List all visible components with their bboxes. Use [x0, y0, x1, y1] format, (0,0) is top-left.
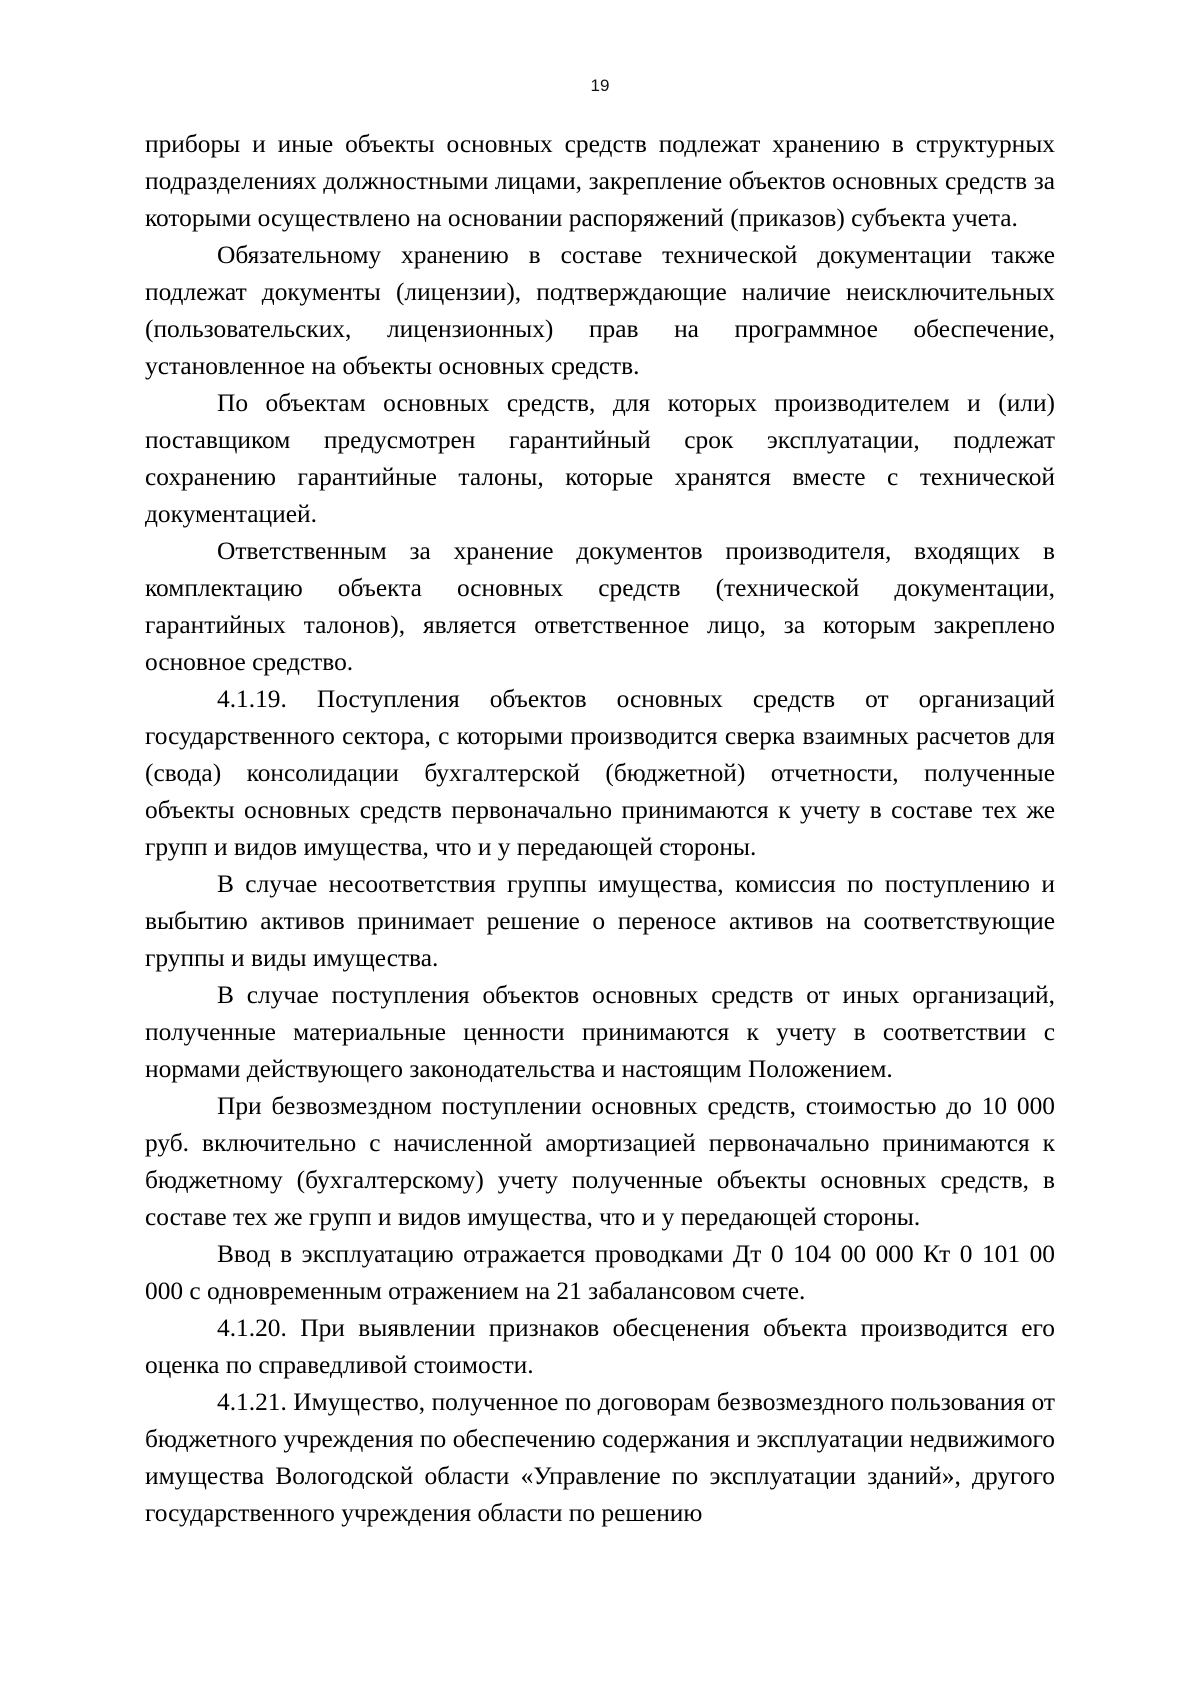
document-body: [145, 126, 1055, 1532]
page-number: 19: [590, 76, 610, 95]
paragraph-technical-documentation: Обязательному хранению в составе технической документации также подлежат документы (лицензии), подтверждающие наличие неисключительных (пользовательских, лицензионных) прав на программное обеспечение, установленное на объекты основных средств.: [145, 241, 1055, 380]
paragraph-4-1-20: 4.1.20. При выявлении признаков обесценения объекта производится его оценка по справедливой стоимости.: [145, 1314, 1055, 1379]
paragraph-warranty: По объектам основных средств, для которых производителем и (или) поставщиком предусмотрен гарантийный срок эксплуатации, подлежат сохранению гарантийные талоны, которые хранятся вместе с технической документацией.: [145, 389, 1055, 528]
paragraph-group-mismatch: В случае несоответствия группы имущества, комиссия по поступлению и выбытию активов принимает решение о переносе активов на соответствующие группы и виды имущества.: [145, 870, 1055, 972]
paragraph-responsible-person: Ответственным за хранение документов производителя, входящих в комплектацию объекта основных средств (технической документации, гарантийных талонов), является ответственное лицо, за которым закреплено основное средство.: [145, 537, 1055, 676]
paragraph-4-1-19: 4.1.19. Поступления объектов основных средств от организаций государственного сектора, с которыми производится сверка взаимных расчетов для (свода) консолидации бухгалтерской (бюджетной) отчетности, полученные объекты основных средств первоначально принимаются к учету в составе тех же групп и видов имущества, что и у передающей стороны.: [145, 685, 1055, 861]
paragraph-free-receipt: При безвозмездном поступлении основных средств, стоимостью до 10 000 руб. включительно с начисленной амортизацией первоначально принимаются к бюджетному (бухгалтерскому) учету полученные объекты основных средств, в составе тех же групп и видов имущества, что и у передающей стороны.: [145, 1092, 1055, 1231]
paragraph-1-continuation: приборы и иные объекты основных средств подлежат хранению в структурных подразделениях должностными лицами, закрепление объектов основных средств за которыми осуществлено на основании распоряжений (приказов) субъекта учета.: [145, 130, 1055, 232]
paragraph-commissioning: Ввод в эксплуатацию отражается проводками Дт 0 104 00 000 Кт 0 101 00 000 с одновременным отражением на 21 забалансовом счете.: [145, 1240, 1055, 1305]
paragraph-other-organizations: В случае поступления объектов основных средств от иных организаций, полученные материальные ценности принимаются к учету в соответствии с нормами действующего законодательства и настоящим Положением.: [145, 981, 1055, 1083]
paragraph-4-1-21: 4.1.21. Имущество, полученное по договорам безвозмездного пользования от бюджетного учреждения по обеспечению содержания и эксплуатации недвижимого имущества Вологодской области «Управление по эксплуатации зданий», другого государственного учреждения области по решению: [145, 1388, 1055, 1527]
